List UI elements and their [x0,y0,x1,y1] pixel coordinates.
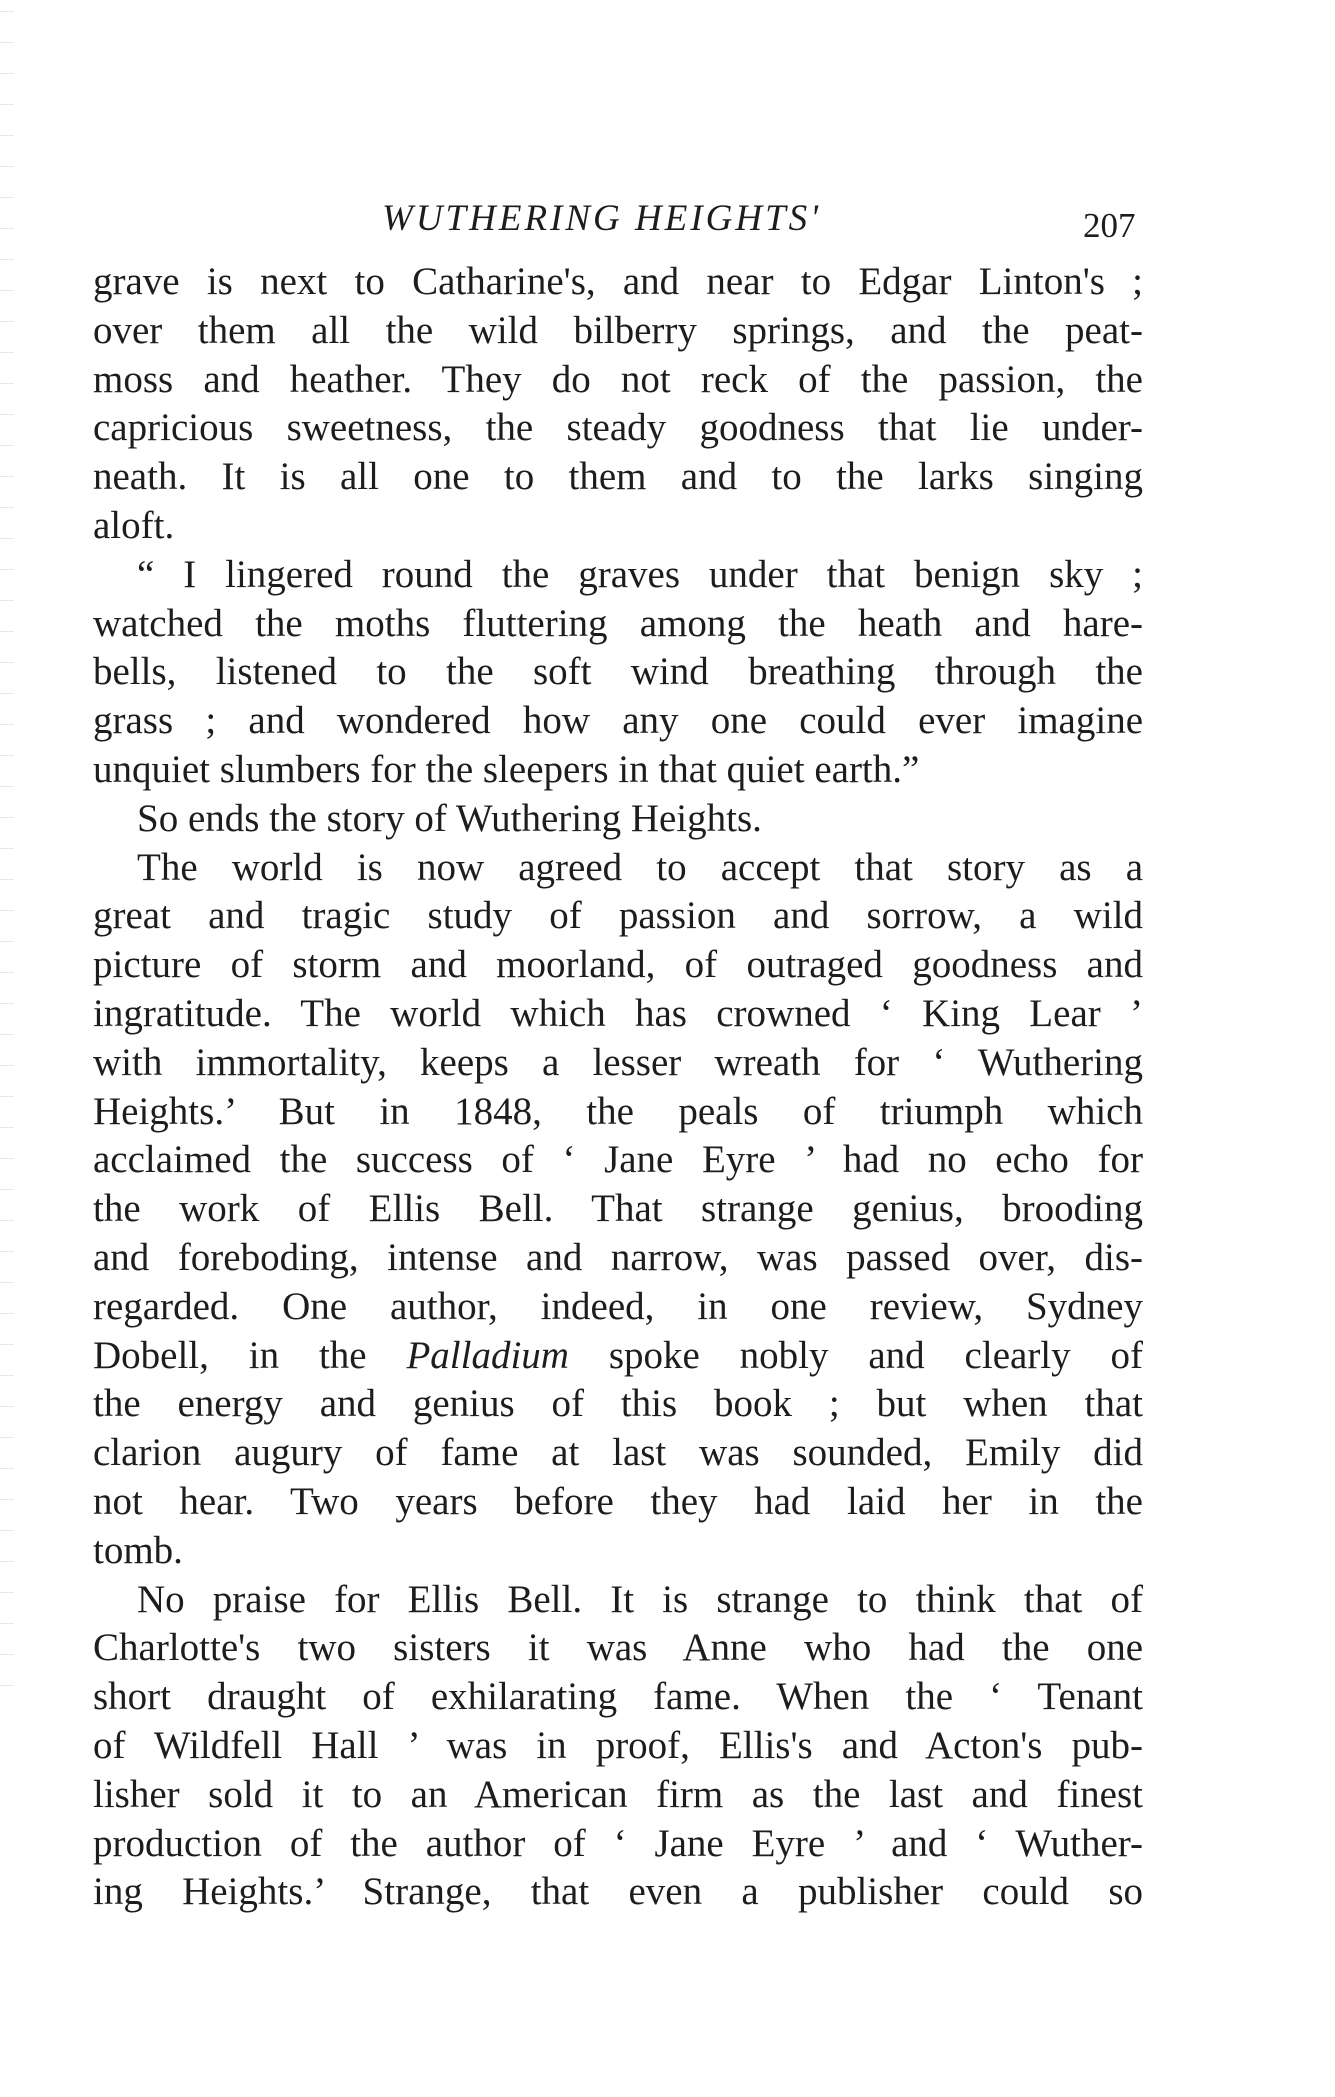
text-line: Charlotte's two sisters it was Anne who had the one [93,1626,1143,1670]
page-edge-marks [0,0,14,1700]
text-line: watched the moths fluttering among the heath and hare- [93,601,1143,645]
text-line: capricious sweetness, the steady goodness that lie under- [93,406,1143,450]
periodical-title: Palladium [406,1333,569,1377]
paragraph-2 [93,551,1143,795]
text-segment: Dobell, in the [93,1333,407,1377]
paragraph-1 [93,258,1143,551]
text-line: neath. It is all one to them and to the larks singing [93,455,1143,499]
text-line: “ I lingered round the graves under that benign sky ; [137,552,1143,596]
text-line: moss and heather. They do not reck of the passion, the [93,357,1143,401]
text-line: lisher sold it to an American firm as the last and finest [93,1772,1143,1816]
text-line: ing Heights.’ Strange, that even a publisher could so [93,1870,1143,1914]
text-line: production of the author of ‘ Jane Eyre ’ and ‘ Wuther- [93,1821,1143,1865]
page-number: 207 [1083,206,1136,245]
text-line: great and tragic study of passion and sorrow, a wild [93,894,1143,938]
text-line: short draught of exhilarating fame. When the ‘ Tenant [93,1675,1143,1719]
text-line: picture of storm and moorland, of outraged goodness and [93,943,1143,987]
text-line: aloft. [93,503,175,547]
text-line: bells, listened to the soft wind breathing through the [93,650,1143,694]
text-line: acclaimed the success of ‘ Jane Eyre ’ had no echo for [93,1138,1143,1182]
paragraph-5 [93,1576,1143,1918]
text-line: not hear. Two years before they had laid her in the [93,1479,1143,1523]
text-line: So ends the story of Wuthering Heights. [137,796,762,840]
text-line: regarded. One author, indeed, in one review, Sydney [93,1284,1143,1328]
text-line: unquiet slumbers for the sleepers in that quiet earth.” [93,747,920,791]
text-line [93,1332,1143,1381]
text-line: the energy and genius of this book ; but when that [93,1382,1143,1426]
text-line: over them all the wild bilberry springs, and the peat- [93,308,1143,352]
text-line: grass ; and wondered how any one could ever imagine [93,699,1143,743]
paragraph-4 [93,844,1143,1576]
text-line: with immortality, keeps a lesser wreath for ‘ Wuthering [93,1040,1143,1084]
text-line: grave is next to Catharine's, and near to Edgar Linton's ; [93,260,1143,303]
paragraph-3 [93,795,1143,844]
text-segment: spoke nobly and clearly of [568,1333,1143,1377]
running-title: WUTHERING HEIGHTS' [382,198,822,239]
text-line: and foreboding, intense and narrow, was passed over, dis- [93,1235,1143,1279]
text-line: of Wildfell Hall ’ was in proof, Ellis's and Acton's pub- [93,1723,1143,1767]
text-line: ingratitude. The world which has crowned ‘ King Lear ’ [93,991,1143,1035]
text-line: No praise for Ellis Bell. It is strange to think that of [137,1577,1143,1621]
text-line: tomb. [93,1528,183,1572]
text-line: clarion augury of fame at last was sounded, Emily did [93,1431,1143,1475]
text-line: Heights.’ But in 1848, the peals of triumph which [93,1089,1143,1133]
body-text [93,258,1143,1917]
text-line: the work of Ellis Bell. That strange genius, brooding [93,1187,1143,1231]
text-line: The world is now agreed to accept that story as a [137,845,1143,889]
